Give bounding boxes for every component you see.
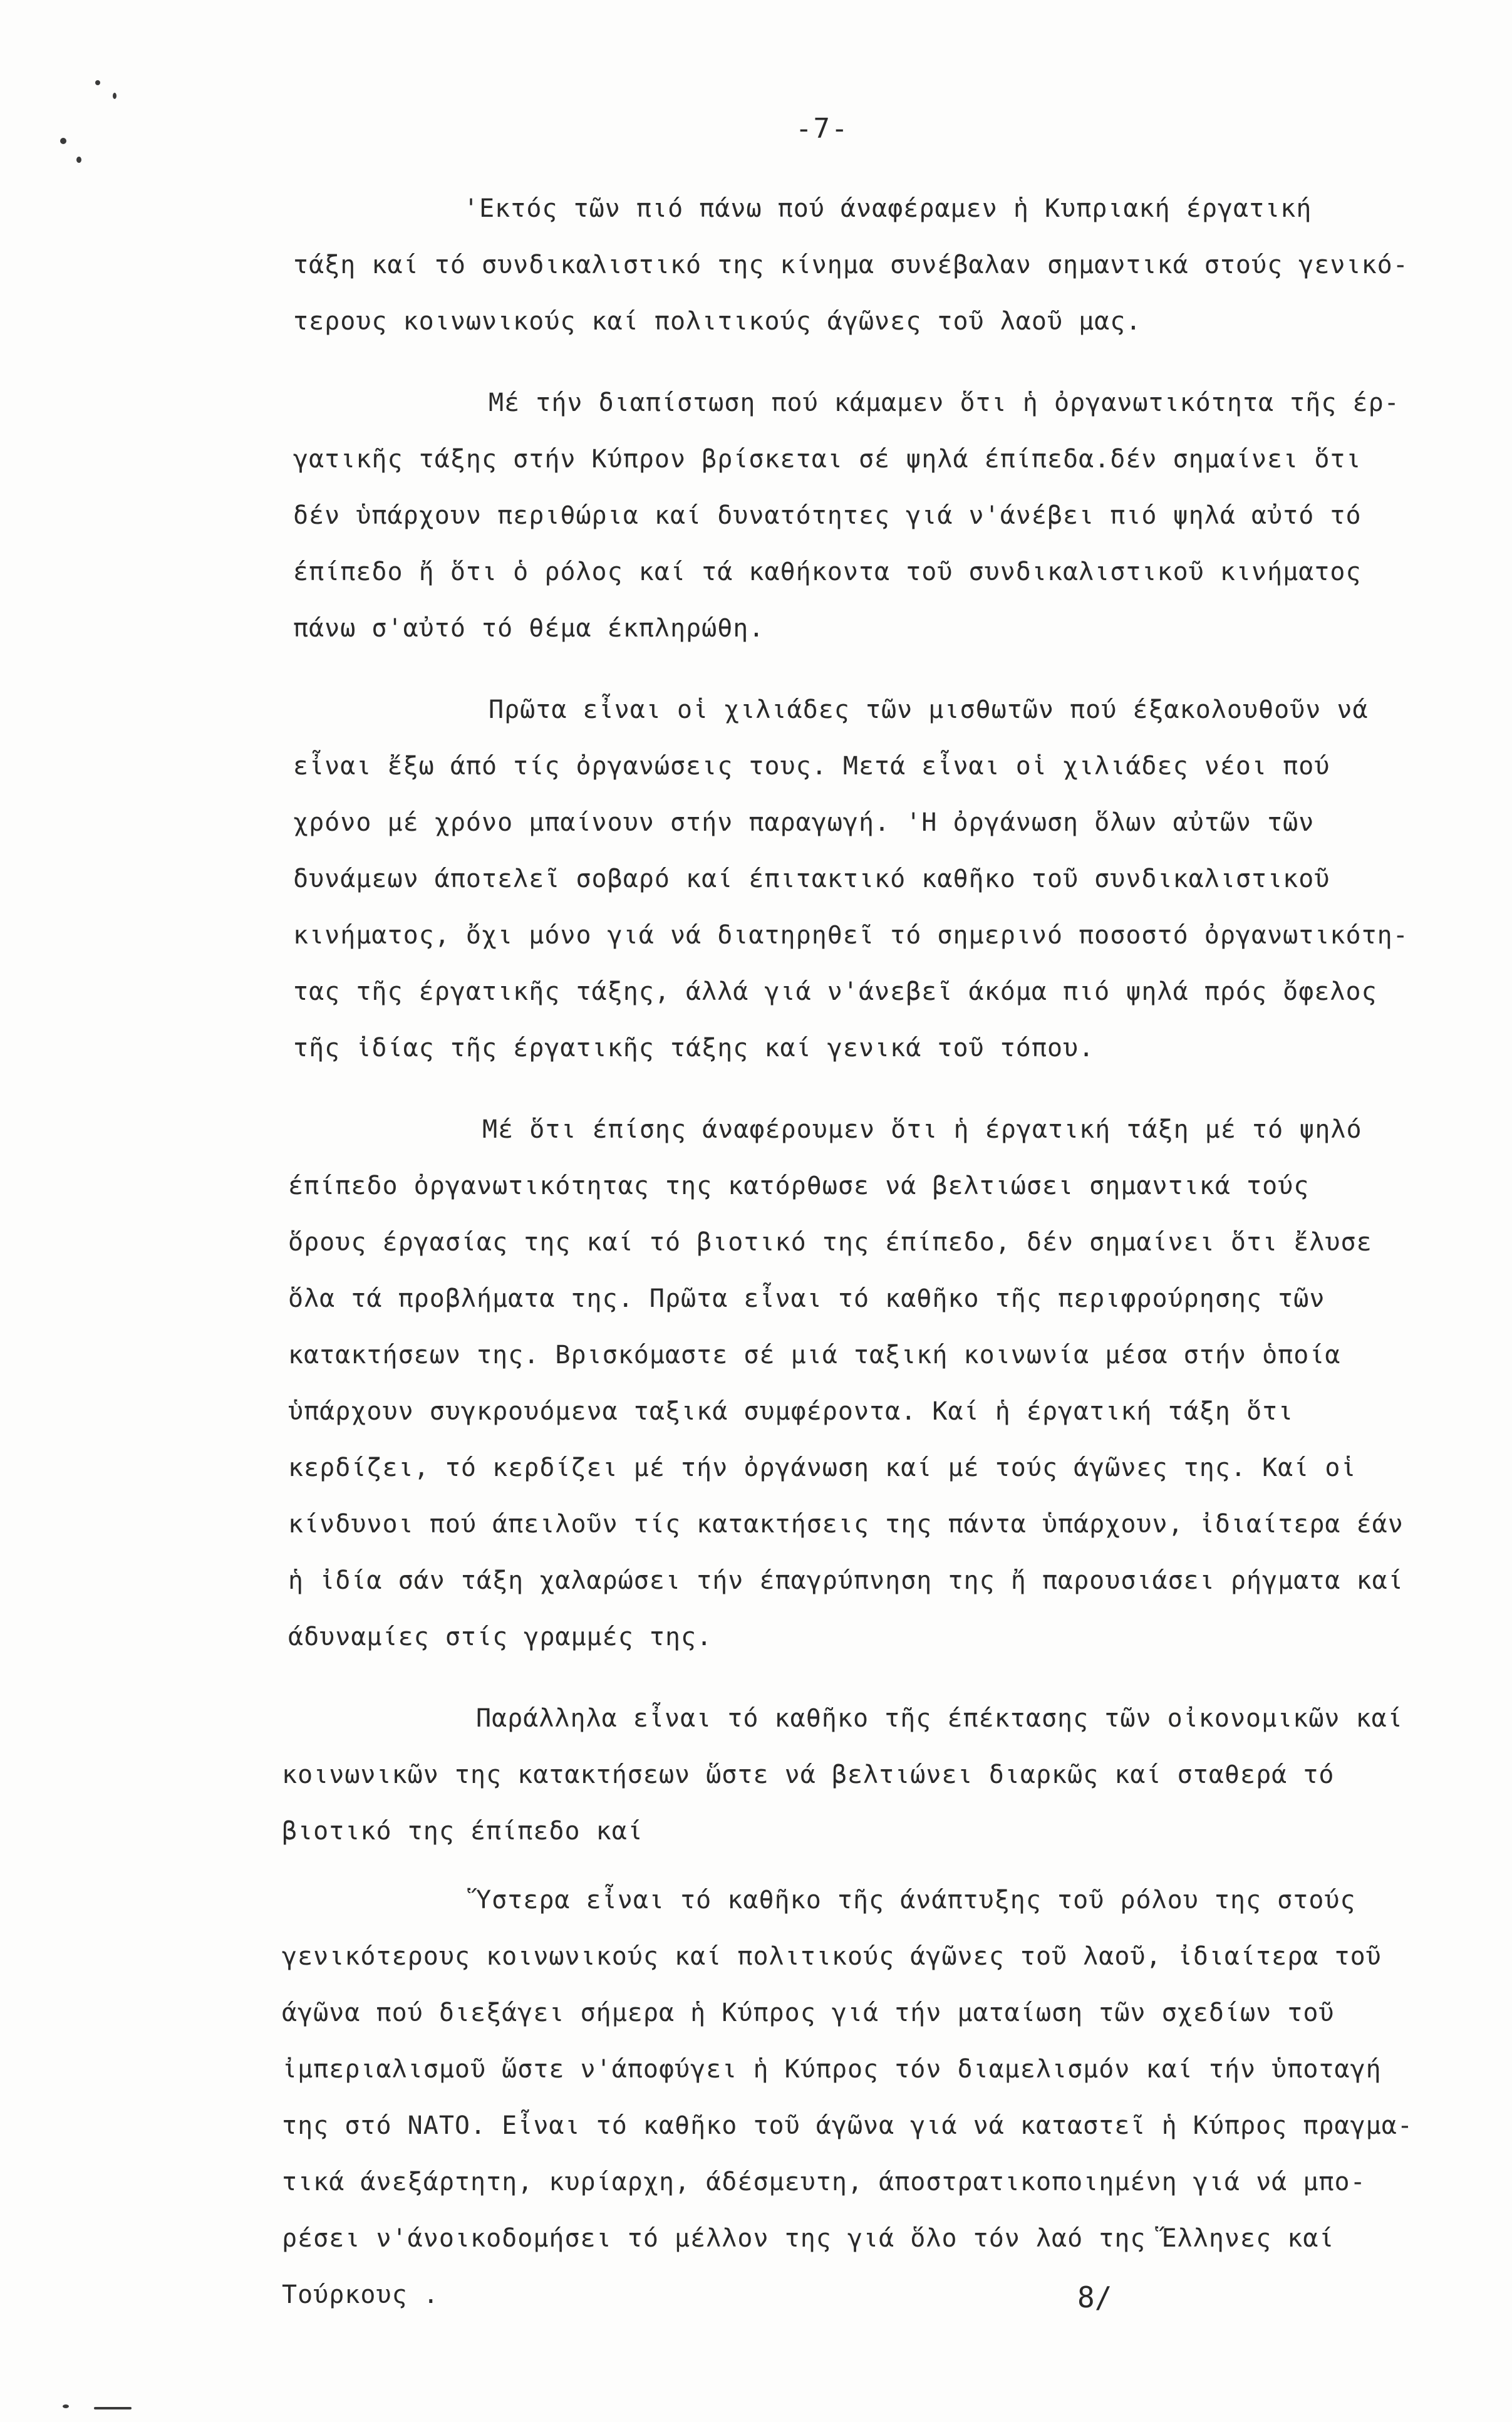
text-line: Πρῶτα εἶναι οἱ χιλιάδες τῶν μισθωτῶν πού έξακολουθοῦν νά: [489, 695, 1369, 724]
text-line: άδυναμίες στίς γραμμές της.: [288, 1623, 713, 1651]
scan-speck: [63, 2404, 69, 2408]
scan-speck: [113, 93, 117, 99]
text-line: δέν ὑπάρχουν περιθώρια καί δυνατότητες γιά ν'άνέβει πιό ψηλά αὐτό τό: [293, 501, 1362, 530]
text-line: κοινωνικῶν της κατακτήσεων ὥστε νά βελτιώνει διαρκῶς καί σταθερά τό: [282, 1760, 1335, 1789]
text-line: δυνάμεων άποτελεῖ σοβαρό καί έπιτακτικό καθῆκο τοῦ συνδικαλιστικοῦ: [293, 865, 1330, 893]
text-line: κίνδυνοι πού άπειλοῦν τίς κατακτήσεις της πάντα ὑπάρχουν, ἰδιαίτερα έάν: [288, 1510, 1404, 1539]
page-continuation-marker: 8/: [1077, 2280, 1112, 2314]
text-line: γατικῆς τάξης στήν Κύπρον βρίσκεται σέ ψηλά έπίπεδα.δέν σημαίνει ὅτι: [293, 445, 1362, 474]
text-line: χρόνο μέ χρόνο μπαίνουν στήν παραγωγή. 'Η ὀργάνωση ὅλων αὐτῶν τῶν: [293, 808, 1315, 837]
text-line: άγῶνα πού διεξάγει σήμερα ἡ Κύπρος γιά τήν ματαίωση τῶν σχεδίων τοῦ: [282, 1998, 1335, 2027]
text-line: ὑπάρχουν συγκρουόμενα ταξικά συμφέροντα. Καί ἡ έργατική τάξη ὅτι: [288, 1397, 1294, 1426]
text-line: έπίπεδο ἤ ὅτι ὁ ρόλος καί τά καθήκοντα τοῦ συνδικαλιστικοῦ κινήματος: [293, 558, 1362, 586]
text-line: Μέ ὅτι έπίσης άναφέρουμεν ὅτι ἡ έργατική τάξη μέ τό ψηλό: [482, 1115, 1362, 1144]
text-line: τῆς ἰδίας τῆς έργατικῆς τάξης καί γενικά τοῦ τόπου.: [293, 1034, 1095, 1063]
text-line: ὅρους έργασίας της καί τό βιοτικό της έπίπεδο, δέν σημαίνει ὅτι ἔλυσε: [288, 1228, 1372, 1257]
text-line: κατακτήσεων της. Βρισκόμαστε σέ μιά ταξική κοινωνία μέσα στήν ὁποία: [288, 1341, 1341, 1370]
text-line: ἡ ἰδία σάν τάξη χαλαρώσει τήν έπαγρύπνηση της ἤ παρουσιάσει ρήγματα καί: [288, 1566, 1404, 1595]
text-line: Μέ τήν διαπίστωση πού κάμαμεν ὅτι ἡ ὀργανωτικότητα τῆς έρ-: [489, 388, 1400, 417]
text-line: βιοτικό της έπίπεδο καί: [282, 1817, 643, 1846]
text-line: γενικότερους κοινωνικούς καί πολιτικούς άγῶνες τοῦ λαοῦ, ἰδιαίτερα τοῦ: [282, 1942, 1382, 1971]
text-line: πάνω σ'αὐτό τό θέμα έκπληρώθη.: [293, 614, 765, 643]
scan-speck: [60, 138, 66, 144]
text-line: κινήματος, ὄχι μόνο γιά νά διατηρηθεῖ τό σημερινό ποσοστό ὀργανωτικότη-: [293, 921, 1409, 950]
text-line: ρέσει ν'άνοικοδομήσει τό μέλλον της γιά ὅλο τόν λαό της Ἕλληνες καί: [282, 2224, 1335, 2253]
text-line: 'Εκτός τῶν πιό πάνω πού άναφέραμεν ἡ Κυπριακή έργατική: [463, 194, 1312, 223]
text-line: Παράλληλα εἶναι τό καθῆκο τῆς έπέκτασης τῶν οἰκονομικῶν καί: [476, 1704, 1403, 1733]
text-line: ὅλα τά προβλήματα της. Πρῶτα εἶναι τό καθῆκο τῆς περιφρούρησης τῶν: [288, 1284, 1325, 1313]
text-line: έπίπεδο ὀργανωτικότητας της κατόρθωσε νά βελτιώσει σημαντικά τούς: [288, 1172, 1310, 1200]
text-line: τικά άνεξάρτητη, κυρίαρχη, άδέσμευτη, άποστρατικοποιημένη γιά νά μπο-: [282, 2168, 1366, 2196]
text-line: Τούρκους .: [282, 2280, 439, 2309]
text-line: τας τῆς έργατικῆς τάξης, άλλά γιά ν'άνεβεῖ άκόμα πιό ψηλά πρός ὄφελος: [293, 977, 1377, 1006]
text-line: τερους κοινωνικούς καί πολιτικούς άγῶνες τοῦ λαοῦ μας.: [293, 307, 1142, 336]
page-number: -7-: [795, 113, 849, 145]
scan-speck: [94, 2407, 132, 2409]
text-line: τάξη καί τό συνδικαλιστικό της κίνημα συνέβαλαν σημαντικά στούς γενικό-: [293, 251, 1409, 279]
text-line: ἰμπεριαλισμοῦ ὥστε ν'άποφύγει ἡ Κύπρος τόν διαμελισμόν καί τήν ὑποταγή: [282, 2055, 1382, 2084]
scan-speck: [95, 80, 100, 85]
text-line: Ὕστερα εἶναι τό καθῆκο τῆς άνάπτυξης τοῦ ρόλου της στούς: [476, 1886, 1356, 1915]
text-line: της στό ΝΑΤΟ. Εἶναι τό καθῆκο τοῦ άγῶνα γιά νά καταστεῖ ἡ Κύπρος πραγμα-: [282, 2111, 1413, 2140]
text-line: κερδίζει, τό κερδίζει μέ τήν ὀργάνωση καί μέ τούς άγῶνες της. Καί οἱ: [288, 1453, 1357, 1482]
scan-speck: [76, 157, 81, 163]
text-line: εἶναι ἔξω άπό τίς ὀργανώσεις τους. Μετά εἶναι οἱ χιλιάδες νέοι πού: [293, 752, 1330, 781]
